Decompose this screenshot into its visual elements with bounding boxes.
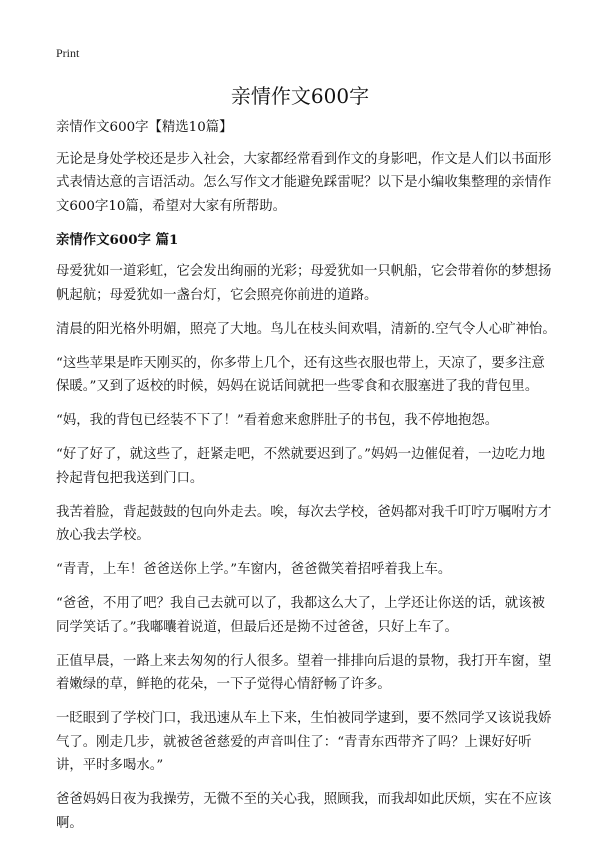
paragraph-10: 一眨眼到了学校门口，我迅速从车上下来，生怕被同学逮到，要不然同学又该说我娇气了。刚走几步，就被爸爸慈爱的声音叫住了：“青青东西带齐了吗？上课好好听讲，平时多喝水。”: [56, 711, 552, 773]
paragraph-3: “这些苹果是昨天刚买的，你多带上几个，还有这些衣服也带上，天凉了，要多注意保暖。”又到了返校的时候，妈妈在说话间就把一些零食和衣服塞进了我的背包里。: [56, 355, 545, 394]
section-heading: 亲情作文600字 篇1: [56, 231, 179, 248]
paragraph-6: 我苦着脸，背起鼓鼓的包向外走去。唉，每次去学校，爸妈都对我千叮咛万嘱咐方才放心我去学校。: [56, 504, 552, 543]
print-link[interactable]: Print: [56, 46, 80, 60]
paragraph-9: 正值早晨，一路上来去匆匆的行人很多。望着一排排向后退的景物，我打开车窗，望着嫩绿的草，鲜艳的花朵，一下子觉得心情舒畅了许多。: [56, 653, 552, 692]
intro-paragraph: 无论是身处学校还是步入社会，大家都经常看到作文的身影吧，作文是人们以书面形式表情达意的言语活动。怎么写作文才能避免踩雷呢？以下是小编收集整理的亲情作文600字10篇，希望对大家有所帮助。: [56, 151, 552, 214]
paragraph-1: 母爱犹如一道彩虹，它会发出绚丽的光彩；母爱犹如一只帆船，它会带着你的梦想扬帆起航；母爱犹如一盏台灯，它会照亮你前进的道路。: [56, 264, 552, 303]
page-title: 亲情作文600字: [230, 84, 370, 108]
article-subtitle: 亲情作文600字【精选10篇】: [56, 120, 233, 135]
paragraph-5: “好了好了，就这些了，赶紧走吧，不然就要迟到了。”妈妈一边催促着，一边吃力地拎起背包把我送到门口。: [56, 447, 546, 486]
paragraph-4: “妈，我的背包已经装不下了！”看着愈来愈胖肚子的书包，我不停地抱怨。: [56, 413, 499, 428]
paragraph-7: “青青，上车！爸爸送你上学。”车窗内，爸爸微笑着招呼着我上车。: [56, 562, 452, 577]
article-body: [56, 116, 556, 846]
paragraph-2: 清晨的阳光格外明媚，照亮了大地。鸟儿在枝头间欢唱，清新的.空气令人心旷神怡。: [56, 321, 556, 337]
paragraph-11: 爸爸妈妈日夜为我操劳，无微不至的关心我，照顾我，而我却如此厌烦，实在不应该啊。: [56, 792, 552, 831]
paragraph-8: “爸爸，不用了吧？我自己去就可以了，我都这么大了，上学还让你送的话，就该被同学笑话了。”我嘟囔着说道，但最后还是拗不过爸爸，只好上车了。: [56, 596, 545, 635]
